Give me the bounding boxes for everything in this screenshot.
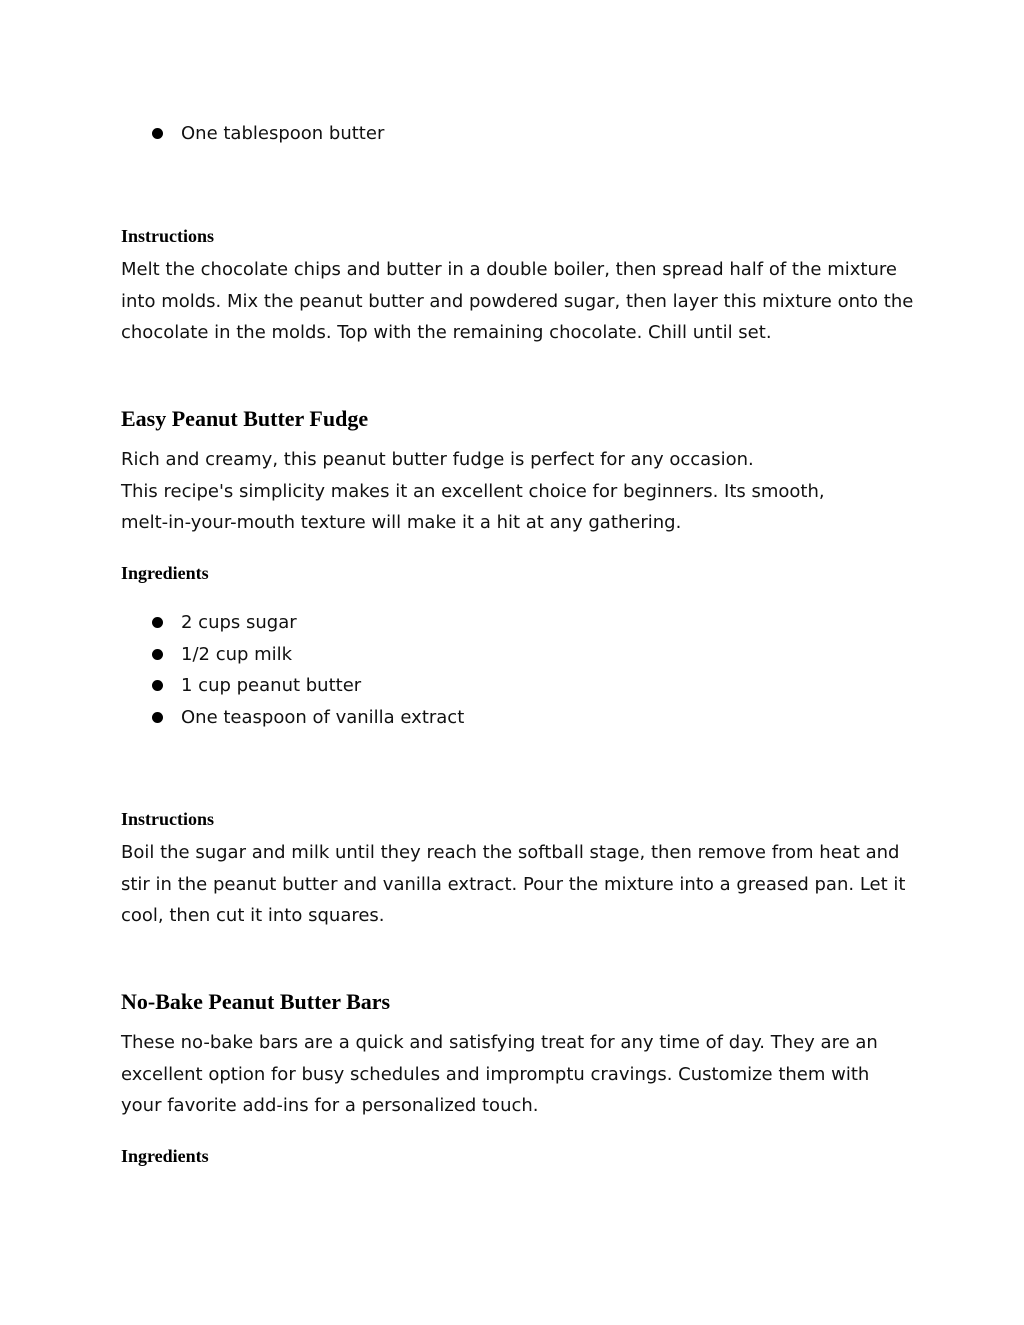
description-line: These no-bake bars are a quick and satisfying treat for any time of day. They are an <box>121 1032 878 1053</box>
ingredient-text: 1 cup peanut butter <box>181 675 362 696</box>
list-item <box>150 702 464 734</box>
instructions-line: into molds. Mix the peanut butter and powdered sugar, then layer this mixture onto the <box>121 290 914 312</box>
fudge-description <box>121 444 921 539</box>
list-item <box>150 607 464 639</box>
instructions-line: Boil the sugar and milk until they reach the softball stage, then remove from heat and <box>121 842 900 863</box>
ingredient-text: 2 cups sugar <box>181 612 297 633</box>
instructions-line: stir in the peanut butter and vanilla extract. Pour the mixture into a greased pan. Let it <box>121 873 906 895</box>
list-item <box>150 639 464 671</box>
fudge-instructions-heading: Instructions <box>121 809 215 829</box>
ingredient-text: 1/2 cup milk <box>181 643 293 665</box>
instructions-line: cool, then cut it into squares. <box>121 905 385 926</box>
bullet-icon <box>152 680 163 691</box>
bullet-icon <box>152 649 163 660</box>
bars-description <box>121 1027 921 1122</box>
bars-ingredients-heading: Ingredients <box>121 1146 209 1166</box>
ingredient-text: One teaspoon of vanilla extract <box>181 706 465 728</box>
bars-recipe-title: No-Bake Peanut Butter Bars <box>121 989 391 1014</box>
list-item <box>150 118 384 150</box>
fudge-ingredients-list <box>150 607 464 733</box>
list-item <box>150 670 464 702</box>
fudge-ingredients-heading: Ingredients <box>121 563 209 583</box>
description-line: This recipe's simplicity makes it an excellent choice for beginners. Its smooth, <box>121 480 825 502</box>
previous-recipe-instructions <box>121 254 921 349</box>
instructions-line: chocolate in the molds. Top with the remaining chocolate. Chill until set. <box>121 322 772 343</box>
previous-recipe-instructions-heading: Instructions <box>121 226 215 246</box>
instructions-line: Melt the chocolate chips and butter in a double boiler, then spread half of the mixture <box>121 259 897 280</box>
fudge-instructions <box>121 837 921 932</box>
description-line: your favorite add-ins for a personalized touch. <box>121 1095 539 1116</box>
bullet-icon <box>152 617 163 628</box>
bullet-icon <box>152 712 163 723</box>
previous-recipe-ingredients-list <box>150 118 384 150</box>
description-line: Rich and creamy, this peanut butter fudge is perfect for any occasion. <box>121 449 754 470</box>
fudge-recipe-title: Easy Peanut Butter Fudge <box>121 406 369 431</box>
description-line: melt-in-your-mouth texture will make it a hit at any gathering. <box>121 512 682 533</box>
bullet-icon <box>152 128 163 139</box>
description-line: excellent option for busy schedules and impromptu cravings. Customize them with <box>121 1063 870 1085</box>
ingredient-text: One tablespoon butter <box>181 123 385 144</box>
